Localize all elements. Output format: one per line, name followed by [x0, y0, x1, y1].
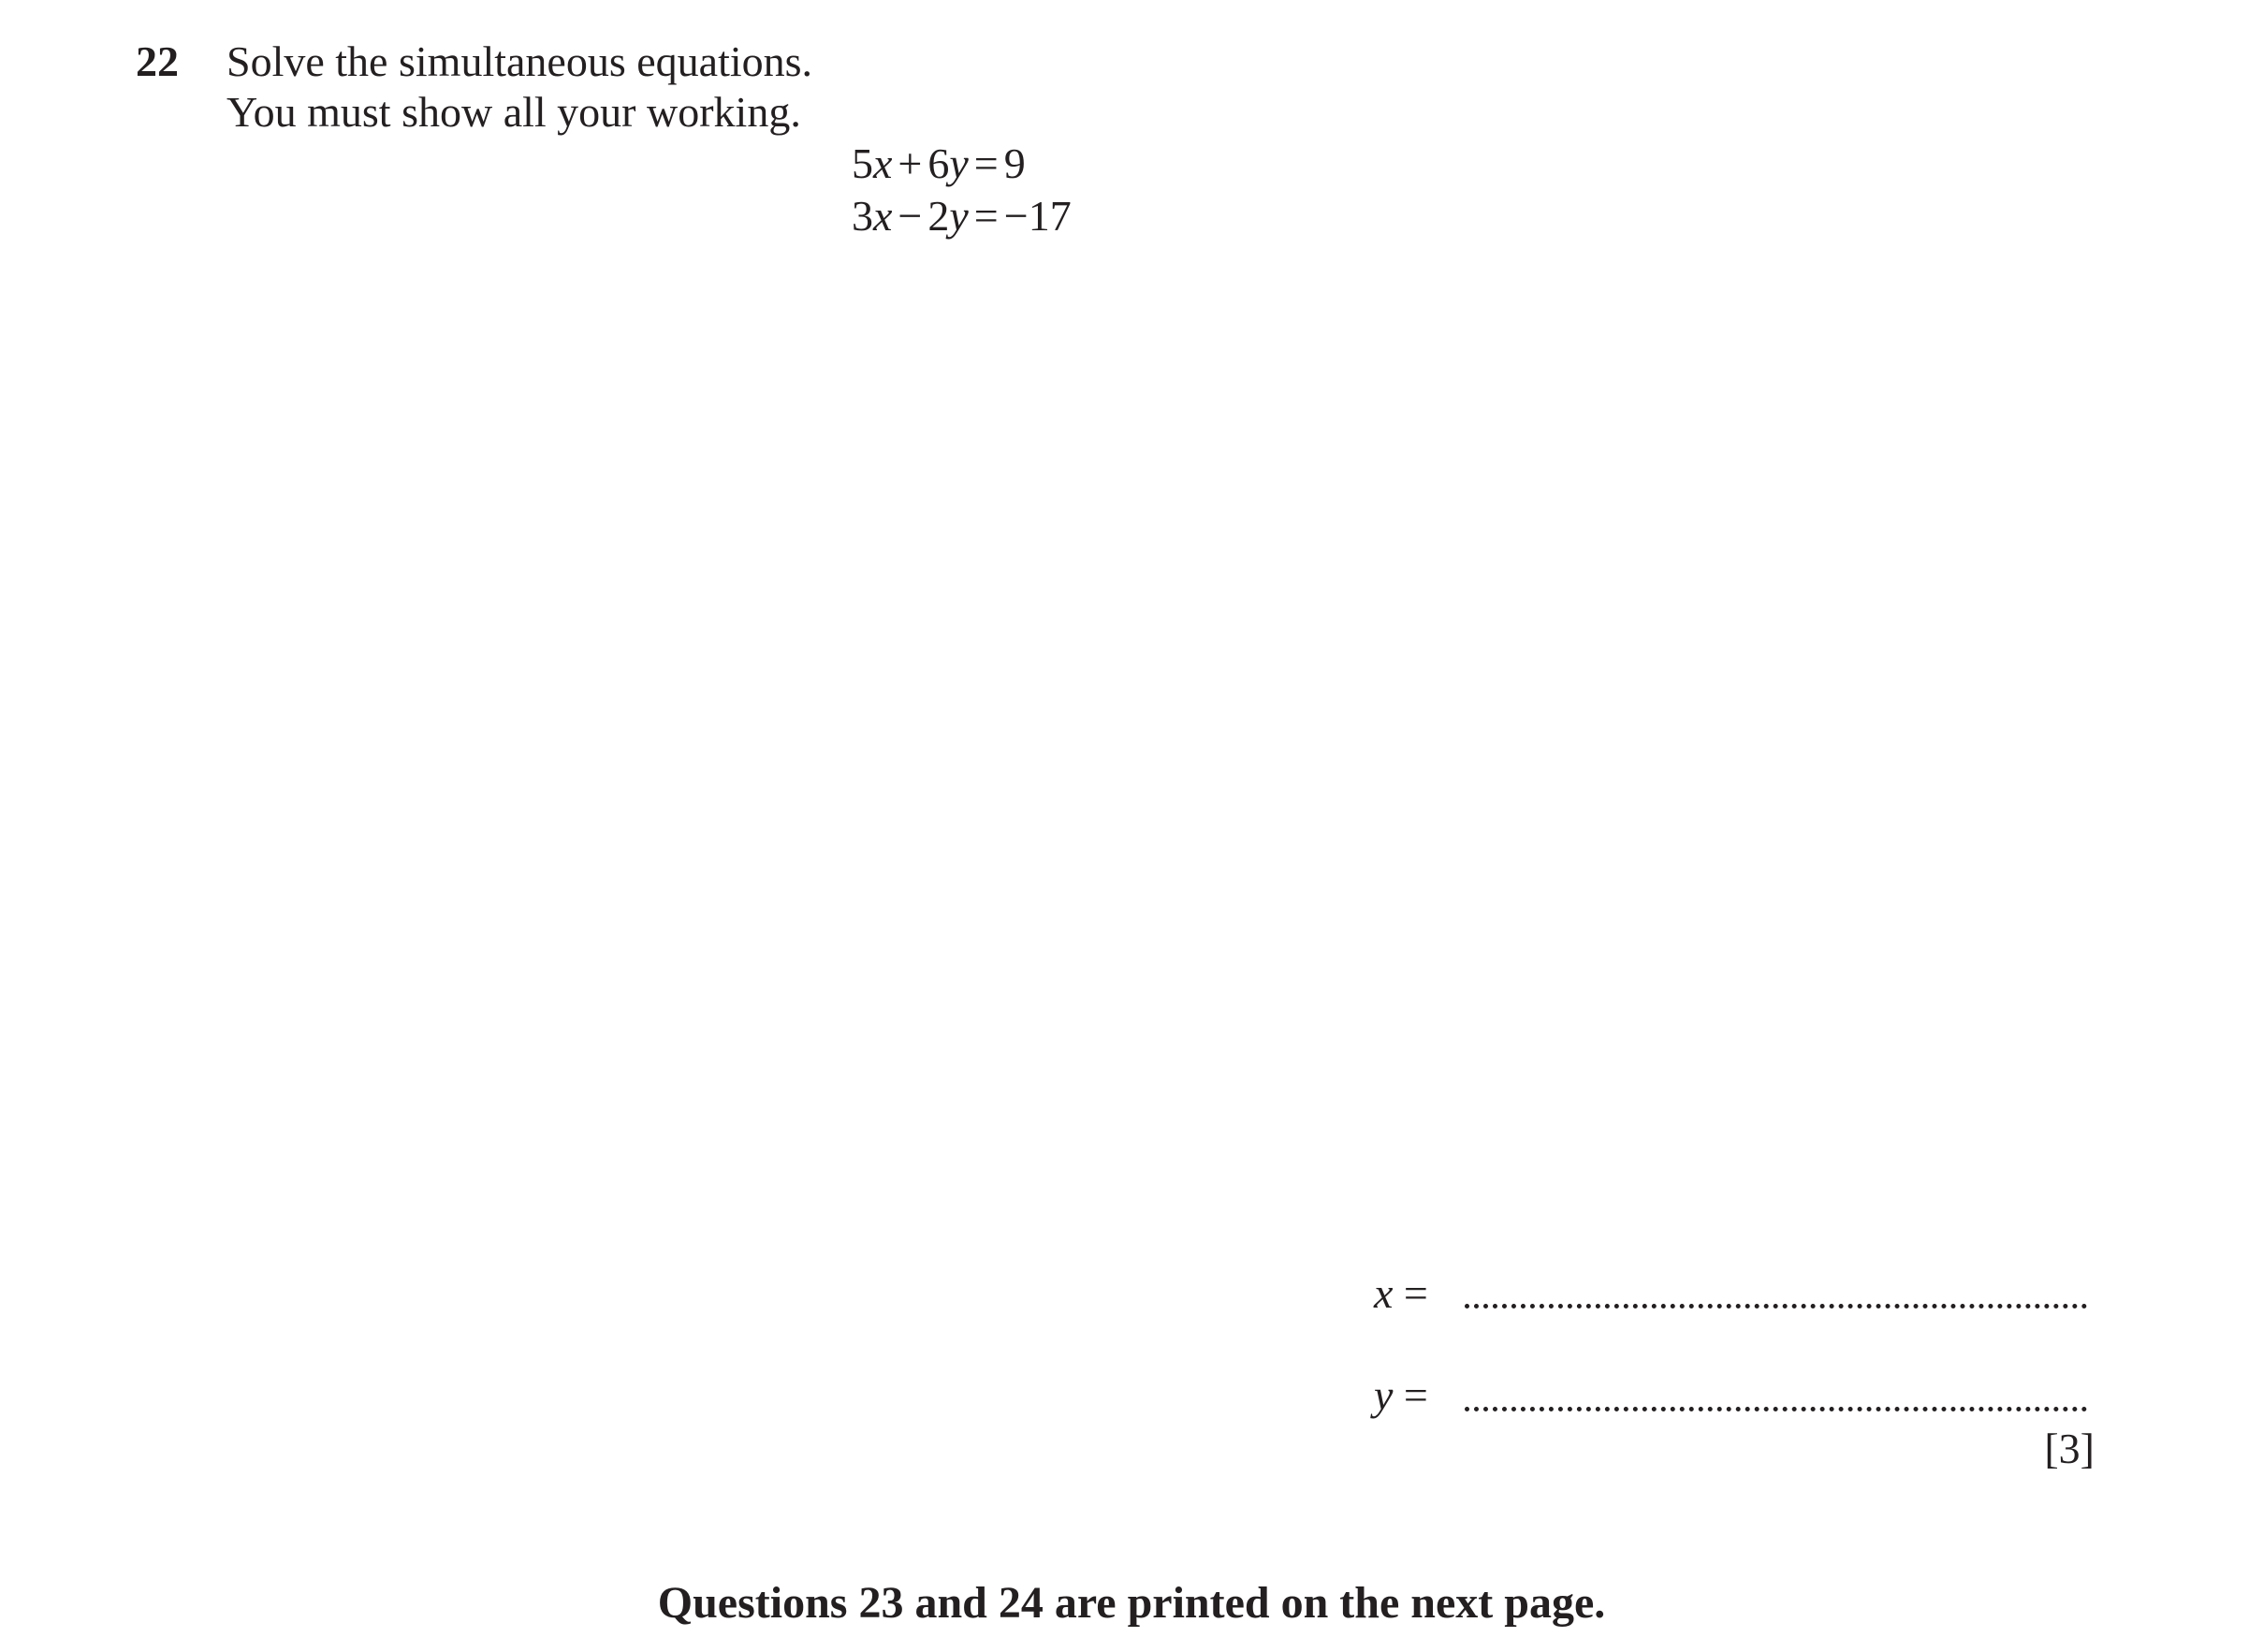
equation-1-rhs: 9 [1003, 139, 1026, 187]
equation-1 [852, 138, 1026, 190]
equation-1-coef-y: 6 [927, 139, 950, 187]
question-instruction-2: You must show all your working. [226, 88, 801, 136]
answer-x-line[interactable] [1465, 1304, 2087, 1308]
equation-1-var-y: y [949, 139, 969, 187]
equation-2 [852, 190, 1072, 242]
equation-1-var-x: x [873, 139, 893, 187]
equation-2-coef-y: 2 [927, 192, 950, 240]
answer-y-equals: = [1403, 1371, 1428, 1419]
equation-2-rhs: −17 [1003, 192, 1072, 240]
equation-2-equals: = [973, 192, 999, 240]
question-number: 22 [136, 37, 179, 85]
equation-1-coef-x: 5 [852, 139, 873, 187]
question-instruction-1: Solve the simultaneous equations. [226, 37, 813, 85]
answer-x-variable: x [1374, 1269, 1394, 1317]
footer-note: Questions 23 and 24 are printed on the next page. [657, 1578, 1606, 1628]
equation-1-operator: + [898, 139, 923, 187]
answer-y-line[interactable] [1465, 1407, 2087, 1411]
equation-2-var-x: x [873, 192, 893, 240]
equation-2-operator: − [898, 192, 923, 240]
answer-y-label [1374, 1369, 1428, 1422]
answer-x-label [1374, 1267, 1428, 1320]
answer-y-variable: y [1374, 1371, 1394, 1419]
answer-x-equals: = [1403, 1269, 1428, 1317]
marks-label: [3] [2044, 1425, 2095, 1472]
equation-1-equals: = [973, 139, 999, 187]
equation-2-var-y: y [949, 192, 969, 240]
equation-2-coef-x: 3 [852, 192, 873, 240]
